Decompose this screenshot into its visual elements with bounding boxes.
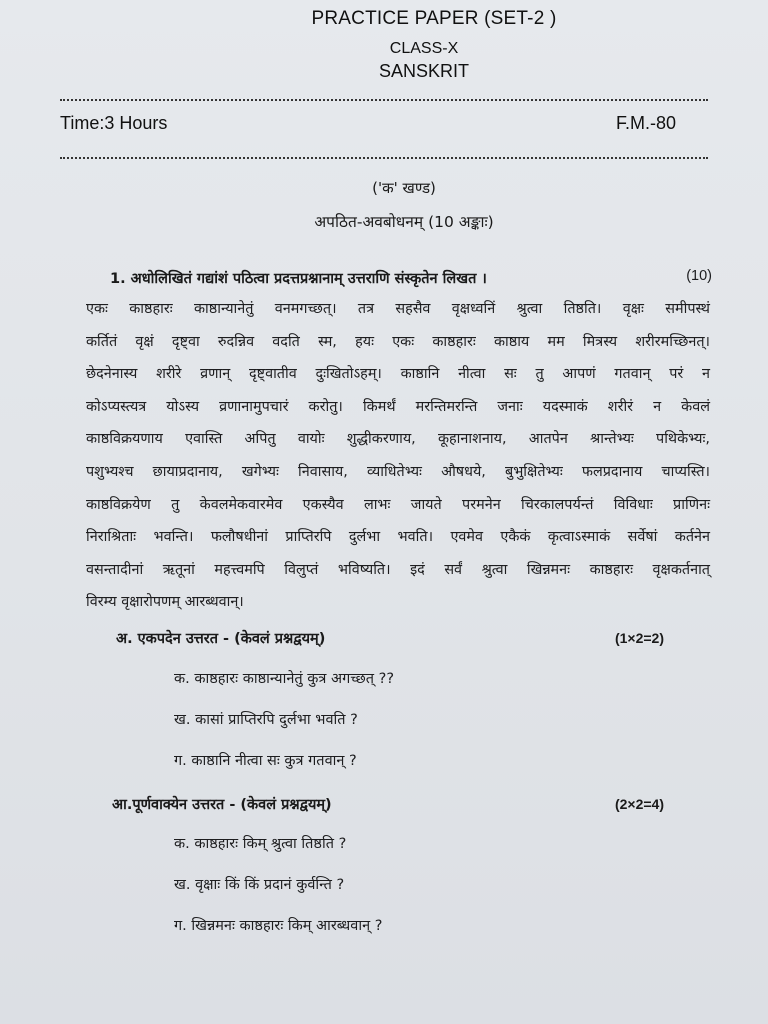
question-marks: (10) bbox=[686, 268, 712, 284]
part-a-heading: अ. एकपदेन उत्तरत - (केवलं प्रश्नद्वयम्) bbox=[116, 631, 326, 647]
part-b-heading: आ.पूर्णवाक्येन उत्तरत - (केवलं प्रश्नद्वयम्) bbox=[112, 797, 332, 813]
time-label: Time:3 Hours bbox=[60, 113, 168, 133]
unseen-passage bbox=[86, 293, 710, 619]
question-instruction: 1. अधोलिखितं गद्यांशं पठित्वा प्रदत्तप्रश्नानाम् उत्तराणि संस्कृतेन लिखत । bbox=[110, 271, 487, 287]
part-b-question: क. काष्ठहारः किम् श्रुत्वा तिष्ठति ? bbox=[174, 836, 347, 852]
passage-line: निराश्रिताः भवन्ति। फलौषधीनां प्राप्तिरपि दुर्लभा भवति। एवमेव एकैकं कृत्वाऽस्माकं सर्वेषां कर्तनेन bbox=[86, 529, 710, 546]
passage-line: कर्तितं वृक्षं दृष्ट्वा रुदन्निव वदति स्म, हयः एकः काष्ठहारः काष्ठाय मम मित्रस्य शरीरमच्छिनत्। bbox=[86, 333, 710, 350]
passage-line: काष्ठविक्रयेण तु केवलमेकवारमेव एकस्यैव लाभः जायते परमनेन चिरकालपर्यन्तं विविधाः प्राणिनः bbox=[86, 496, 710, 513]
dotted-divider-top bbox=[60, 99, 708, 101]
section-name: ('क' खण्ड) bbox=[372, 179, 436, 197]
part-b-question: ख. वृक्षाः किं किं प्रदानं कुर्वन्ति ? bbox=[174, 877, 345, 893]
part-a-question: ख. कासां प्राप्तिरपि दुर्लभा भवति ? bbox=[174, 712, 358, 728]
passage-line: छेदनेनास्य शरीरे व्रणान् दृष्ट्वातीव दुःखितोऽहम्। काष्ठानि नीत्वा सः तु आपणं गतवान् परं न bbox=[86, 366, 710, 383]
subject-label: SANSKRIT bbox=[378, 61, 470, 81]
passage-line: विरम्य वृक्षारोपणम् आरब्धवान्। bbox=[86, 594, 244, 611]
dotted-divider-bottom bbox=[60, 157, 708, 159]
passage-line: पशुभ्यश्च छायाप्रदानाय, खगेभ्यः निवासाय, व्याधितेभ्यः औषधये, बुभुक्षितेभ्यः फलप्रदानाय चाप्यस्ति। bbox=[86, 463, 710, 480]
passage-line: काष्ठविक्रयणाय एवास्ति अपितु वायोः शुद्धीकरणाय, कूहानाशनाय, आतपेन श्रान्तेभ्यः पथिकेभ्यः, bbox=[86, 431, 710, 448]
class-label: CLASS-X bbox=[389, 40, 459, 57]
part-a-question: क. काष्ठहारः काष्ठान्यानेतुं कुत्र अगच्छत् ?? bbox=[174, 671, 395, 687]
part-a-marks: (1×2=2) bbox=[614, 630, 664, 646]
passage-line: कोऽप्यस्त्यत्र योऽस्य व्रणानामुपचारं करोतु। किमर्थं मरन्तिमरन्ति जनाः यदस्माकं शरीरं न केवलं bbox=[86, 398, 710, 415]
section-heading: अपठित-अवबोधनम् (10 अङ्काः) bbox=[314, 213, 494, 231]
passage-line: वसन्तादीनां ऋतूनां महत्त्वमपि विलुप्तं भविष्यति। इदं सर्वं श्रुत्वा खिन्नमनः काष्ठहारः वृक्षकर्तनात् bbox=[86, 561, 710, 578]
passage-line: एकः काष्ठहारः काष्ठान्यानेतुं वनमगच्छत्। तत्र सहसैव वृक्षध्वनिं श्रुत्वा तिष्ठति। वृक्षः समीपस्थं bbox=[86, 301, 710, 317]
paper-title: PRACTICE PAPER (SET-2 ) bbox=[311, 8, 557, 29]
part-a-question: ग. काष्ठानि नीत्वा सः कुत्र गतवान् ? bbox=[174, 753, 357, 769]
part-b-marks: (2×2=4) bbox=[614, 796, 664, 812]
part-b-question: ग. खिन्नमनः काष्ठहारः किम् आरब्धवान् ? bbox=[174, 918, 383, 934]
full-marks-label: F.M.-80 bbox=[615, 113, 676, 133]
